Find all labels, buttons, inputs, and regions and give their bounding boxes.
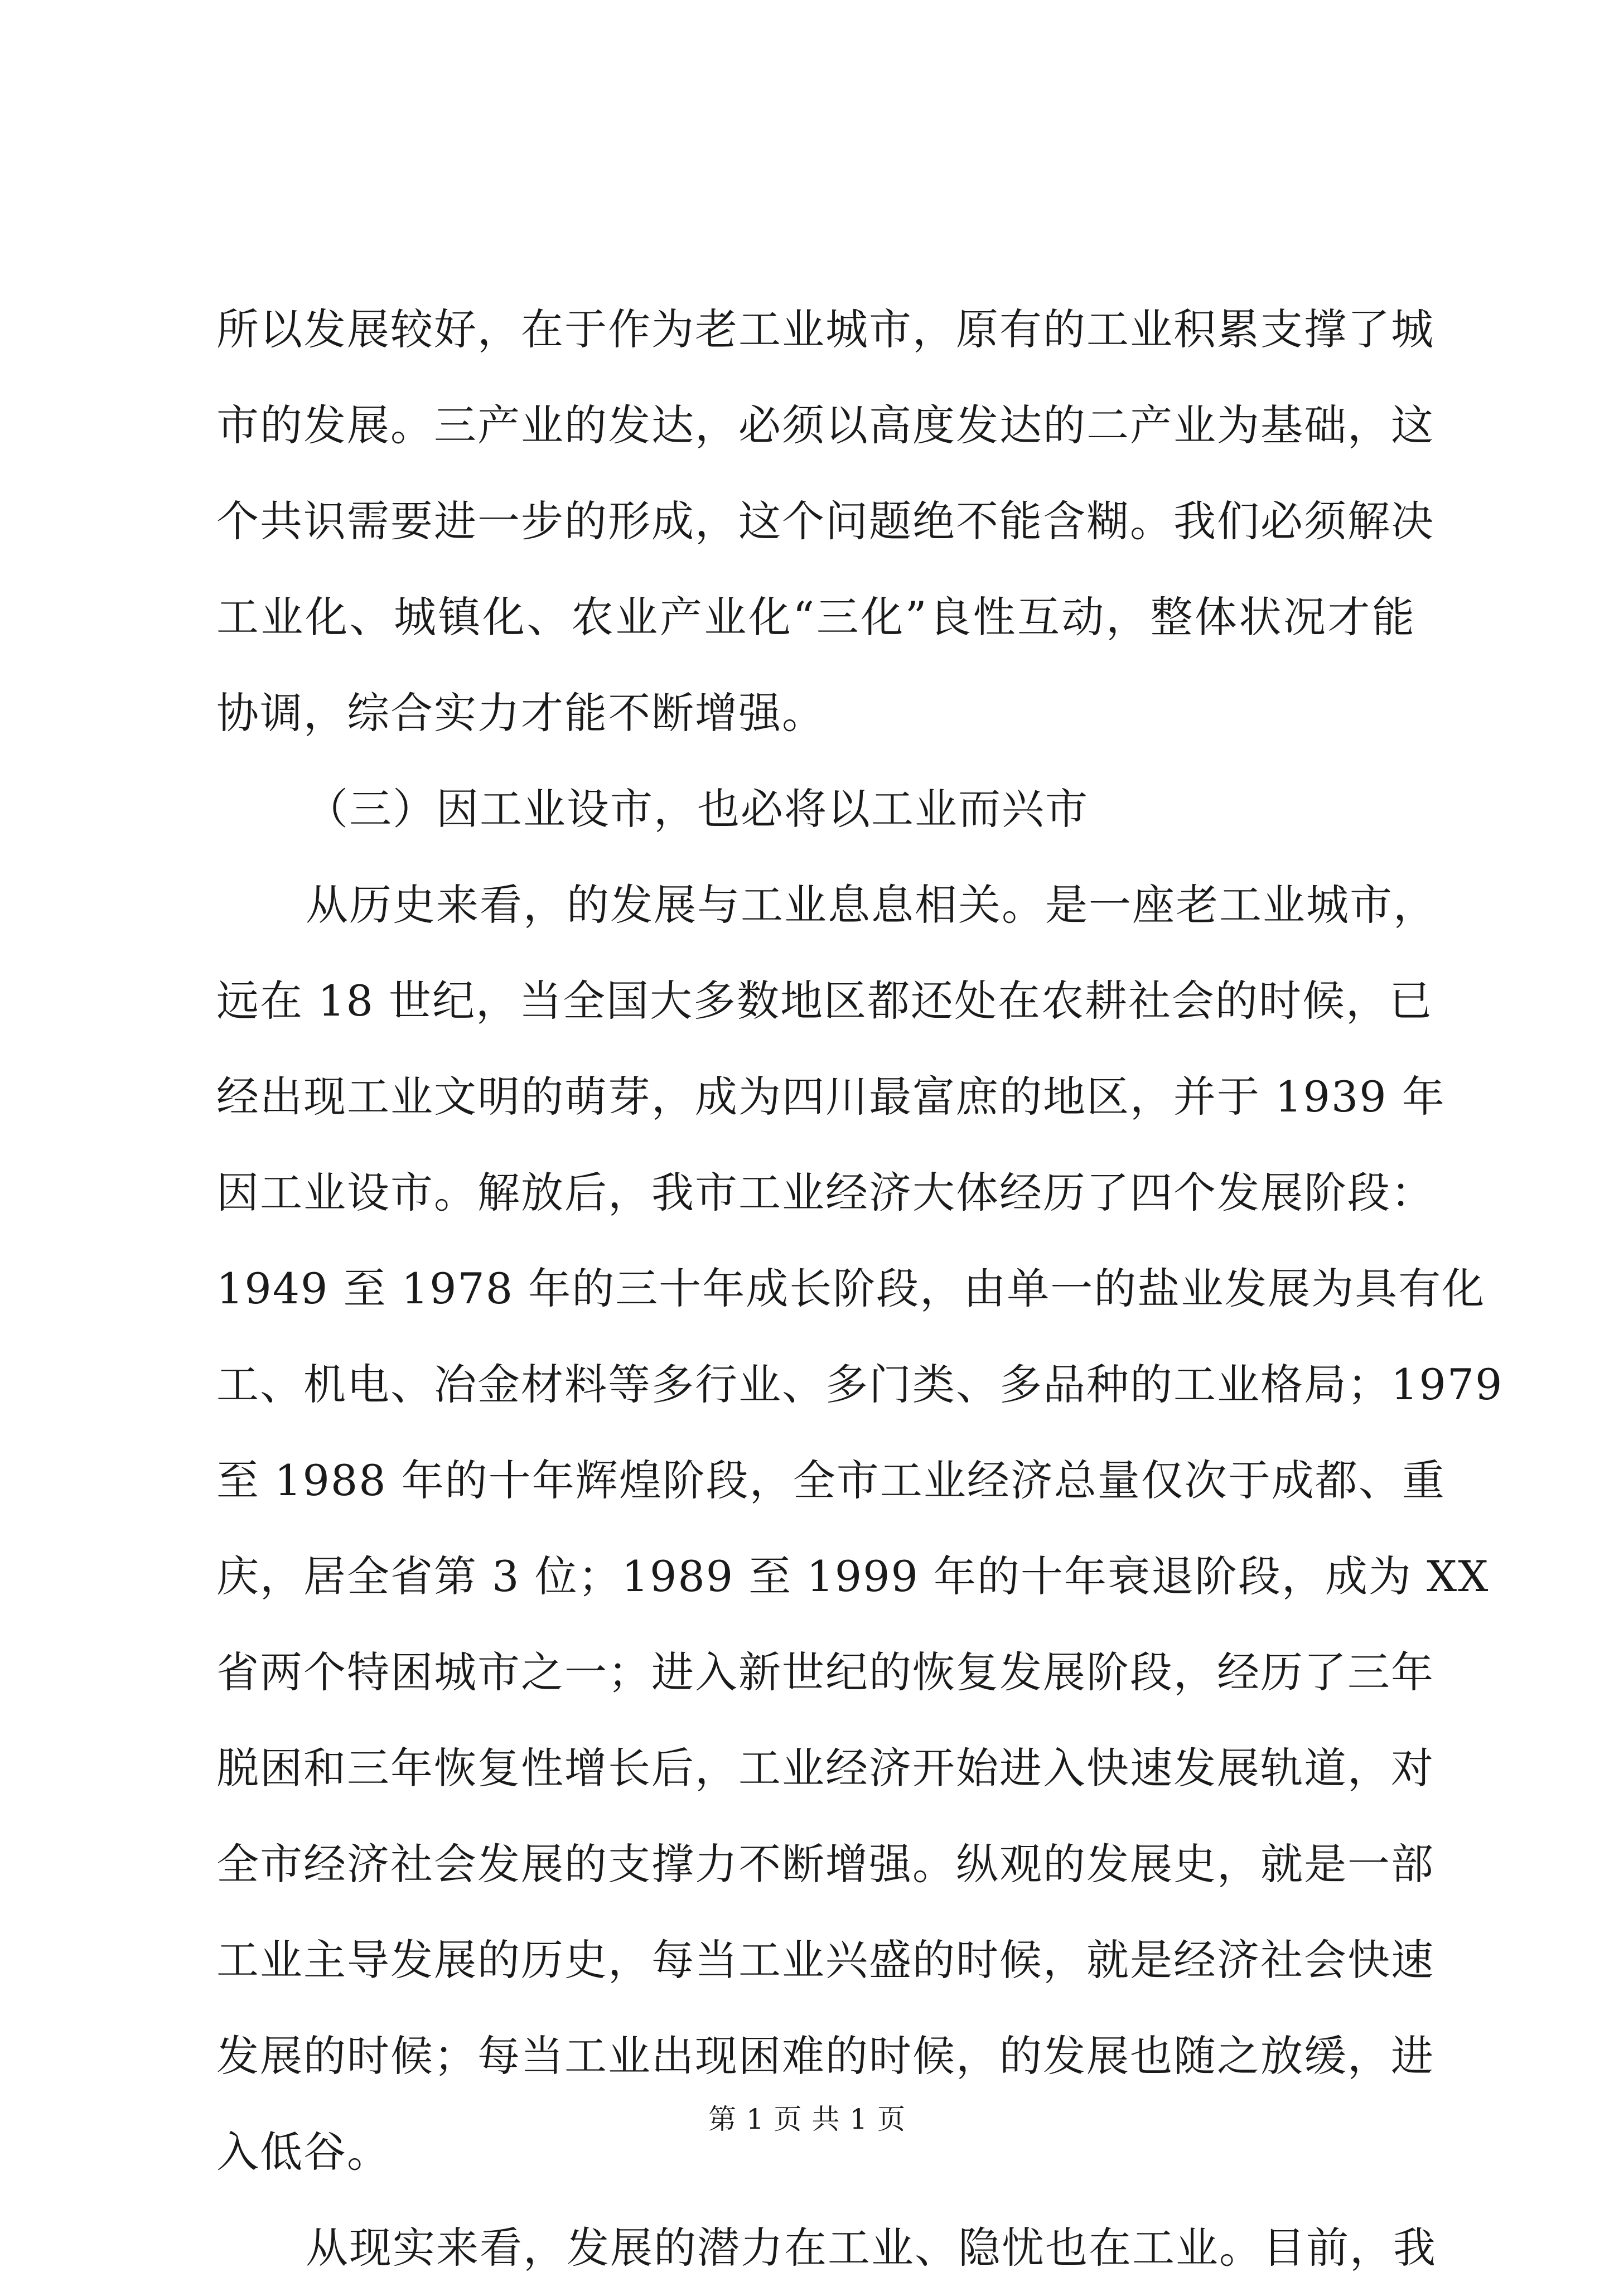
paragraph-line: 个共识需要进一步的形成，这个问题绝不能含糊。我们必须解决 (216, 496, 1434, 546)
paragraph-line: 脱困和三年恢复性增长后，工业经济开始进入快速发展轨道，对 (216, 1743, 1434, 1793)
paragraph-line: 经出现工业文明的萌芽，成为四川最富庶的地区，并于 1939 年 (216, 1072, 1446, 1122)
paragraph-line: 远在 18 世纪，当全国大多数地区都还处在农耕社会的时候，已 (216, 976, 1433, 1026)
paragraph-line: 工业化、城镇化、农业产业化“三化”良性互动，整体状况才能 (216, 592, 1415, 642)
paragraph-line: 全市经济社会发展的支撑力不断增强。纵观的发展史，就是一部 (216, 1839, 1434, 1889)
section-heading: （三）因工业设市，也必将以工业而兴市 (306, 784, 1089, 834)
paragraph-line: 因工业设市。解放后，我市工业经济大体经历了四个发展阶段： (216, 1168, 1434, 1217)
body-text (216, 282, 1504, 2296)
page-footer: 第 1 页 共 1 页 (708, 2103, 906, 2135)
paragraph-line: 市的发展。三产业的发达，必须以高度发达的二产业为基础，这 (216, 400, 1434, 450)
paragraph-line: 入低谷。 (216, 2127, 390, 2177)
paragraph-line: 工、机电、冶金材料等多行业、多门类、多品种的工业格局；1979 (216, 1360, 1504, 1409)
paragraph-line: 从历史来看，的发展与工业息息相关。是一座老工业城市， (306, 880, 1437, 930)
paragraph-line: 发展的时候；每当工业出现困难的时候，的发展也随之放缓，进 (216, 2031, 1434, 2081)
paragraph-line: 省两个特困城市之一；进入新世纪的恢复发展阶段，经历了三年 (216, 1647, 1434, 1697)
paragraph-line: 1949 至 1978 年的三十年成长阶段，由单一的盐业发展为具有化 (216, 1264, 1486, 1313)
paragraph-line: 工业主导发展的历史，每当工业兴盛的时候，就是经济社会快速 (216, 1935, 1434, 1985)
paragraph-line: 从现实来看，发展的潜力在工业、隐忧也在工业。目前，我 (306, 2223, 1437, 2273)
paragraph-line: 至 1988 年的十年辉煌阶段，全市工业经济总量仅次于成都、重 (216, 1456, 1446, 1505)
paragraph-line: 所以发展较好，在于作为老工业城市，原有的工业积累支撑了城 (216, 304, 1434, 354)
paragraph-line: 庆，居全省第 3 位；1989 至 1999 年的十年衰退阶段，成为 XX (216, 1551, 1490, 1601)
paragraph-line: 协调，综合实力才能不断增强。 (216, 688, 825, 738)
